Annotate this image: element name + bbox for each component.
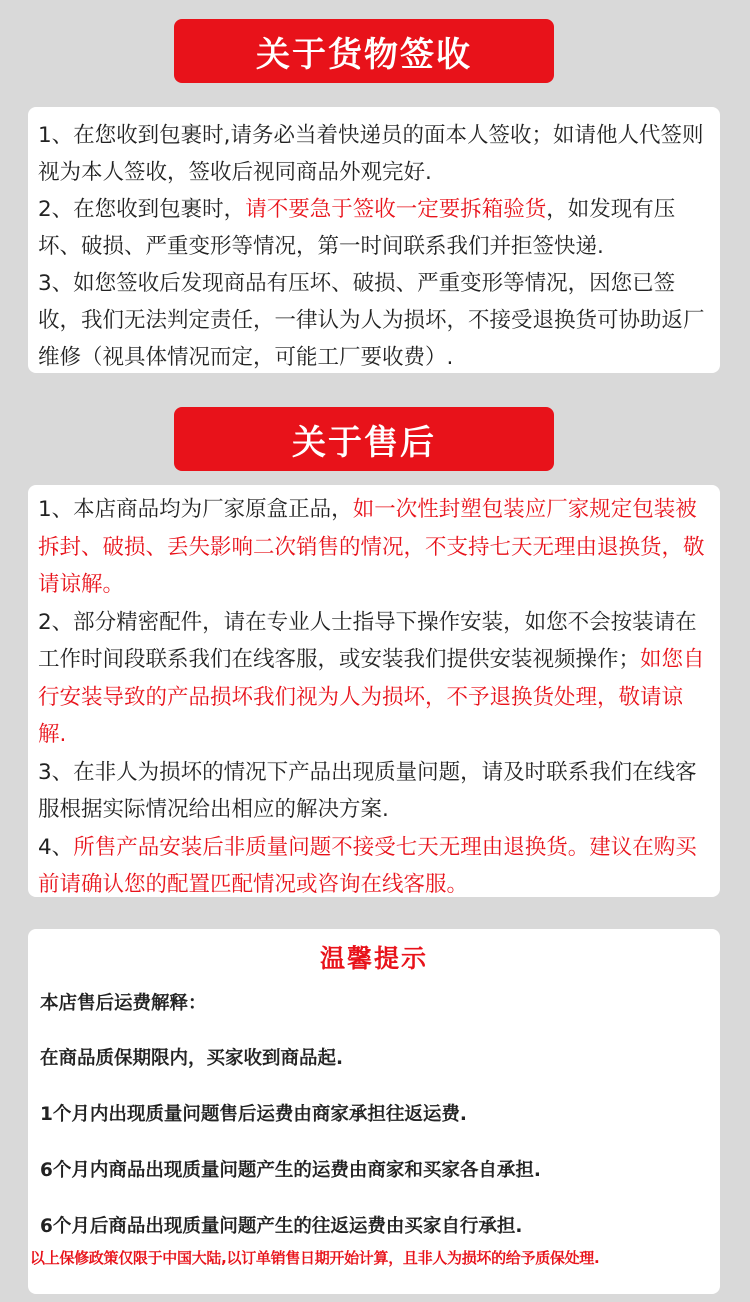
- tip-line: 1个月内出现质量问题售后运费由商家承担往返运费.: [40, 1104, 467, 1125]
- after-sales-paragraph-1: [38, 491, 708, 604]
- signing-paragraph-2: [38, 191, 708, 265]
- tip-line: 在商品质保期限内，买家收到商品起.: [40, 1048, 344, 1069]
- after-sales-paragraph-1-highlight: 如一次性封塑包装应厂家规定包装被拆封、破损、丢失影响二次销售的情况，不支持七天无理由退换货，敬请谅解。: [38, 497, 705, 597]
- signing-paragraph-1: 1、在您收到包裹时,请务必当着快递员的面本人签收；如请他人代签则视为本人签收，签收后视同商品外观完好.: [38, 123, 704, 185]
- after-sales-paragraph-2-prefix: 2、部分精密配件，请在专业人士指导下操作安装，如您不会按装请在工作时间段联系我们在线客服，或安装我们提供安装视频操作；: [38, 609, 697, 672]
- warm-tips-card: [28, 929, 720, 1294]
- signing-info-card: [28, 107, 720, 373]
- after-sales-card: [28, 485, 720, 897]
- warranty-policy-note: 以上保修政策仅限于中国大陆,以订单销售日期开始计算，且非人为损坏的给予质保处理.: [30, 1249, 600, 1267]
- tip-line: 本店售后运费解释：: [40, 993, 207, 1014]
- after-sales-paragraph-4-prefix: 4、: [38, 834, 74, 860]
- warm-tips-title: 温馨提示: [319, 944, 428, 973]
- signing-paragraph-3: 3、如您签收后发现商品有压坏、破损、严重变形等情况，因您已签收，我们无法判定责任，一律认为人为损坏，不接受退换货可协助返厂维修（视具体情况而定，可能工厂要收费）.: [38, 271, 705, 370]
- signing-paragraph-2-suffix: ，如发现有压坏、破损、严重变形等情况，第一时间联系我们并拒签快递.: [38, 197, 676, 259]
- after-sales-paragraph-4: [38, 829, 708, 904]
- after-sales-paragraph-4-highlight: 所售产品安装后非质量问题不接受七天无理由退换货。建议在购买前请确认您的配置匹配情况或咨询在线客服。: [38, 834, 697, 897]
- signing-paragraph-2-prefix: 2、在您收到包裹时，: [38, 197, 246, 222]
- after-sales-paragraph-2-highlight: 如您自行安装导致的产品损坏我们视为人为损坏，不予退换货处理，敬请谅解.: [38, 647, 705, 747]
- signing-section-title: 关于货物签收: [174, 19, 554, 83]
- after-sales-paragraph-2: [38, 604, 708, 754]
- after-sales-paragraph-3: 3、在非人为损坏的情况下产品出现质量问题，请及时联系我们在线客服根据实际情况给出相应的解决方案.: [38, 759, 697, 822]
- signing-paragraph-2-highlight: 请不要急于签收一定要拆箱验货: [245, 197, 547, 222]
- tip-line: 6个月内商品出现质量问题产生的运费由商家和买家各自承担.: [40, 1160, 541, 1181]
- after-sales-section-title: 关于售后: [174, 407, 554, 471]
- after-sales-paragraph-1-prefix: 1、本店商品均为厂家原盒正品，: [38, 497, 353, 522]
- tip-line: 6个月后商品出现质量问题产生的往返运费由买家自行承担.: [40, 1216, 523, 1237]
